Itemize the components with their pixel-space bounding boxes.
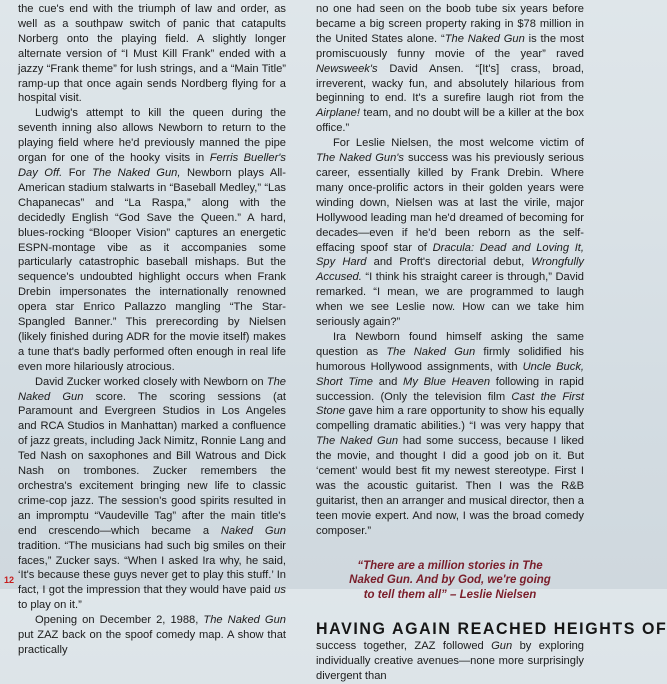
paragraph: Ira Newborn found himself asking the same question as The Naked Gun firmly solidified his humorous Hollywood assignments, with Uncle Buck, Short Time and My Blue Heaven following in rapid succession. (Only the television film Cast the First Stone gave him a rare opportunity to show his equally compelling dramatic abilities.) “I was very happy that The Naked Gun had some success, because I liked the movie, and thought I did a good job on it. But ‘cement’ would best fit my newest stereotype. First I was the acoustic guitarist. Then I was the R&B guitarist, then an arranger and musical director, then a teen movie expert. And now, I was the broad comedy composer.” (316, 330, 585, 537)
page-number: 12 (4, 575, 15, 585)
section-heading: HAVING AGAIN REACHED HEIGHTS OF (316, 619, 667, 639)
pull-quote-line: to tell them all” – Leslie Nielsen (363, 588, 537, 601)
left-column (18, 2, 286, 658)
pull-quote-line: “There are a million stories in The (357, 559, 543, 572)
pull-quote (316, 559, 584, 603)
right-column (316, 2, 667, 684)
paragraph: For Leslie Nielsen, the most welcome victim of The Naked Gun's success was his previously serious career, essentially killed by Frank Drebin. Where many once-prolific actors in their golden years were winding down, Nielsen was at last the virile, major Hollywood leading man he'd dreamed of becoming for decades—even if he'd been reborn as the self-effacing spoof star of Dracula: Dead and Loving It, Spy Hard and Proft's directorial debut, Wrongfully Accused. “I think his straight career is through,” David remarked. “I mean, we are programmed to laugh when we see Leslie now. How can we take him seriously again?” (316, 137, 584, 329)
paragraph: David Zucker worked closely with Newborn on The Naked Gun score. The scoring sessions (at Paramount and Evergreen Studios in Los Angeles and RCA Studios in Manhattan) marked a confluence of jazz greats, including Jack Nimitz, Ronnie Lang and Ted Nash on saxophones and Bill Watrous and Dick Nash on trombones. Zucker remembers the orchestra's excitement bringing new life to classic crime-cop jazz. The session's good spirits resulted in an impromptu “Vaudeville Tag” after the main title's end crescendo—which became a Naked Gun tradition. “The musicians had such big smiles on their faces,” Zucker says. “When I asked Ira why, he said, ‘It's because these guys never get to play this stuff.’ In fact, I got the impression that they would have paid us to play on it.” (18, 375, 286, 612)
paragraph: the cue's end with the triumph of law and order, as well as a southpaw switch of panic that catapults Norberg onto the playing field. A slightly longer alternate version of “I Must Kill Frank” ended with a jazzy “Frank theme” for lush strings, and a “Main Title” ramp-up that once again sends Nordberg flying for a hospital visit. (18, 3, 286, 105)
pull-quote-line: Naked Gun. And by God, we're going (349, 574, 551, 587)
paragraph: no one had seen on the boob tube six years before became a big screen property raking in $78 million in the United States alone. “The Naked Gun is the most promiscuously funny movie of the year” raved Newsweek's David Ansen. “[It's] crass, broad, irreverent, wacky fun, and absolutely hilarious from beginning to end. It's a surefire laugh riot from the Airplane! team, and no doubt will be a killer at the box office.” (316, 3, 585, 135)
paragraph: Ludwig's attempt to kill the queen during the seventh inning also allows Newborn to return to the playing field where he'd previously manned the pipe organ for one of the hooky visits in Ferris Bueller's Day Off. For The Naked Gun, Newborn plays All-American stadium stalwarts in “Baseball Medley,” “Las Chapanecas” and “La Raspa,” along with the decidedly English “God Save the Queen.” A hard, blues-rocking “Blooper Vision” captures an energetic ESPN-montage vibe as it accompanies some particularly catastrophic baseball mishaps. But the sequence's undoubted highlight occurs when Frank Drebin impersonates the internationally renowned opera star Enrico Pallazzo mangling “The Star-Spangled Banner.” This prerecording by Nielsen (likely finished during ADR for the movie itself) makes a tune that's badly performed often enough in real life even more hilariously atrocious. (18, 107, 287, 373)
paragraph: success together, ZAZ followed Gun by exploring individually creative avenues—none more surprisingly divergent than (316, 640, 584, 682)
paragraph: Opening on December 2, 1988, The Naked Gun put ZAZ back on the spoof comedy map. A show that practically (18, 614, 286, 656)
